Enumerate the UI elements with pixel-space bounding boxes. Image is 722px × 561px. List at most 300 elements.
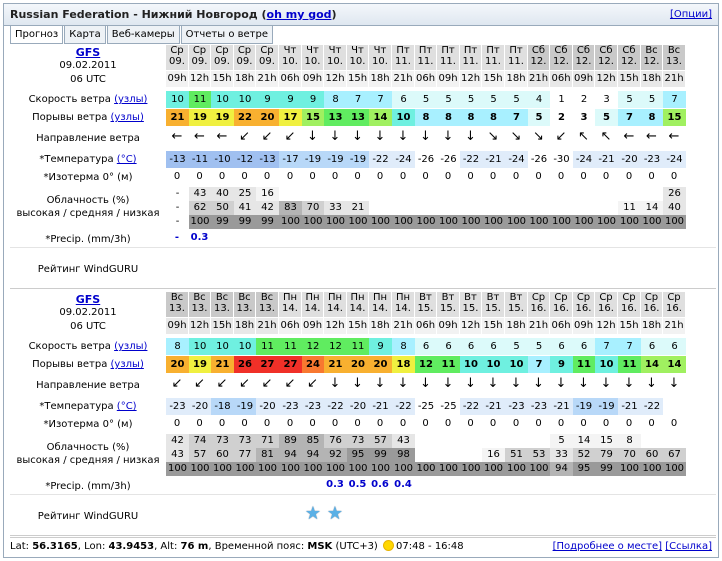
temperature-cell: -19 xyxy=(573,398,595,415)
isotherm-cell: 0 xyxy=(354,418,361,429)
day-name: Сб xyxy=(531,45,546,56)
cloud-cell xyxy=(482,187,505,201)
cloud-cell: 94 xyxy=(550,462,573,476)
cloud-cell xyxy=(415,187,437,201)
temperature-cell: -21 xyxy=(595,151,618,168)
wind-direction-arrow: ↓ xyxy=(374,376,386,391)
cloud-cell: - xyxy=(166,187,189,201)
wind-gust-cell: 11 xyxy=(437,356,460,373)
day-header xyxy=(324,292,346,317)
wind-direction-arrow: ↓ xyxy=(623,376,635,391)
cloud-cell: 100 xyxy=(370,463,391,474)
cloud-cell xyxy=(415,448,437,462)
isotherm-cell: 0 xyxy=(331,171,339,182)
wind-speed-cell: 3 xyxy=(595,91,618,108)
precip-cell xyxy=(279,231,301,245)
day-header xyxy=(618,45,640,70)
altitude: Alt: 76 m xyxy=(160,541,209,552)
row-separator xyxy=(10,494,716,495)
hour-cell: 06h xyxy=(550,71,572,87)
wind-speed-cell: 11 xyxy=(189,91,211,108)
wind-speed-cell: 6 xyxy=(482,338,505,355)
hour-cell: 09h xyxy=(302,318,323,334)
units-link[interactable]: (°C) xyxy=(116,154,137,165)
precip-cell xyxy=(347,231,368,245)
day-date: 13. xyxy=(169,303,185,314)
rating-star-icon: ★ xyxy=(304,505,322,524)
temperature-cell: -24 xyxy=(573,151,595,168)
isotherm-cell: 0 xyxy=(535,171,542,182)
units-link[interactable]: (°C) xyxy=(116,401,137,412)
wind-gust-cell: 10 xyxy=(505,356,528,373)
label-direction: Направление ветра xyxy=(36,380,140,391)
cloud-cell: 100 xyxy=(212,463,233,474)
day-name: Ср xyxy=(170,45,184,56)
wind-gust-cell: 13 xyxy=(347,109,369,126)
precip-cell xyxy=(595,478,617,492)
precip-cell xyxy=(211,231,233,245)
tab-webcams[interactable]: Веб-камеры xyxy=(107,26,180,44)
cloud-cell xyxy=(392,187,415,201)
temperature-cell: -10 xyxy=(211,151,234,168)
day-name: Пн xyxy=(395,292,411,303)
day-date: 15. xyxy=(508,303,524,314)
cloud-cell: 100 xyxy=(257,463,278,474)
isotherm-cell: 0 xyxy=(602,171,610,182)
day-header xyxy=(415,292,436,317)
cloud-cell: 100 xyxy=(596,216,617,227)
hour-cell: 12h xyxy=(460,318,481,334)
cloud-cell: 70 xyxy=(302,201,324,215)
isotherm-cell: 0 xyxy=(670,171,678,182)
cloud-cell: 100 xyxy=(642,216,662,227)
cloud-cell xyxy=(641,187,663,201)
cloud-cell: 100 xyxy=(483,216,504,227)
tab-forecast[interactable]: Прогноз xyxy=(10,26,63,44)
permalink[interactable]: [Ссылка] xyxy=(665,541,712,552)
day-name: Вс xyxy=(667,45,681,56)
units-link[interactable]: (узлы) xyxy=(110,359,144,370)
hour-cell: 12h xyxy=(460,71,481,87)
wind-direction-arrow: ↘ xyxy=(487,129,499,144)
cloud-cell: 100 xyxy=(529,216,549,227)
temperature-cell: -13 xyxy=(256,151,279,168)
precip-cell xyxy=(482,478,504,492)
row-label xyxy=(10,293,166,307)
forecast-panel xyxy=(3,3,719,558)
wind-gust-cell: 12 xyxy=(415,356,437,373)
temperature-cell: -25 xyxy=(437,398,460,415)
wind-speed-cell: 8 xyxy=(392,338,415,355)
cloud-cell: 57 xyxy=(189,448,211,462)
cloud-cell: 43 xyxy=(189,187,211,201)
hour-cell: 15h xyxy=(347,71,368,87)
cloud-cell: 73 xyxy=(211,434,234,448)
cloud-cell xyxy=(641,434,663,448)
wind-direction-arrow: ↙ xyxy=(239,376,250,391)
wind-gust-cell: 10 xyxy=(392,109,415,126)
precip-cell xyxy=(256,231,278,245)
cloud-cell: 52 xyxy=(573,448,595,462)
cloud-cell xyxy=(550,201,573,215)
options-link[interactable]: [Опции] xyxy=(669,9,712,20)
wind-gust-cell: 20 xyxy=(256,109,279,126)
cloud-cell: 26 xyxy=(663,187,686,201)
wind-speed-cell: 7 xyxy=(595,338,618,355)
wind-speed-cell: 2 xyxy=(573,91,595,108)
cloud-cell: 100 xyxy=(619,216,640,227)
hour-cell: 21h xyxy=(392,71,414,87)
cloud-cell: 79 xyxy=(595,448,618,462)
cloud-cell: 73 xyxy=(347,434,369,448)
cloud-cell: 85 xyxy=(302,434,324,448)
wind-gust-cell: 19 xyxy=(189,356,211,373)
day-header xyxy=(234,292,255,317)
day-header xyxy=(347,292,368,317)
day-header xyxy=(256,292,278,317)
model-link[interactable]: GFS xyxy=(75,46,101,59)
day-date: 16. xyxy=(643,303,660,314)
wind-gust-cell: 21 xyxy=(211,356,234,373)
hour-cell: 15h xyxy=(482,318,504,334)
cloud-cell: 89 xyxy=(279,434,302,448)
cloud-cell: 100 xyxy=(461,463,481,474)
hour-cell: 12h xyxy=(189,318,210,334)
cloud-cell: 71 xyxy=(256,434,279,448)
timezone: Временной пояс: MSK (UTC+3) xyxy=(214,541,378,552)
wind-speed-cell: 7 xyxy=(663,91,686,108)
sunrise-sunset: 07:48 - 16:48 xyxy=(396,541,464,552)
cloud-cell: 99 xyxy=(595,462,618,476)
cloud-cell: 16 xyxy=(256,187,279,201)
day-name: Вс xyxy=(170,292,184,303)
wind-speed-cell: 5 xyxy=(460,91,482,108)
cloud-cell xyxy=(595,187,618,201)
day-header xyxy=(392,45,414,70)
wind-gust-cell: 8 xyxy=(641,109,663,126)
precip-cell xyxy=(550,478,572,492)
day-name: Сб xyxy=(599,45,613,56)
label-isotherm: *Изотерма 0° (м) xyxy=(43,172,133,183)
footer: Lat: 56.3165, Lon: 43.9453, Alt: 76 m, Временной пояс: MSK (UTC+3) 07:48 - 16:48 [Подробнее о месте] [Ссылка] xyxy=(10,537,716,555)
tab-map[interactable]: Карта xyxy=(64,26,106,44)
wind-gust-cell: 10 xyxy=(595,356,618,373)
wind-gust-cell: 15 xyxy=(302,109,324,126)
day-date: 10. xyxy=(327,56,343,67)
wind-speed-cell: 5 xyxy=(505,91,528,108)
day-name: Вс xyxy=(260,292,274,303)
isotherm-cell: 0 xyxy=(670,418,678,429)
wind-direction-arrow: ↘ xyxy=(533,129,544,144)
wind-speed-cell: 6 xyxy=(641,338,663,355)
hour-cell: 18h xyxy=(369,71,391,87)
row-label: Порывы ветра (узлы) xyxy=(32,359,144,370)
day-header xyxy=(279,292,301,317)
wind-speed-cell: 11 xyxy=(256,338,279,355)
row-label: *Температура (°C) xyxy=(39,154,137,165)
cloud-cell: 100 xyxy=(416,463,436,474)
day-name: Сб xyxy=(576,45,591,56)
isotherm-cell: 0 xyxy=(173,418,181,429)
day-header xyxy=(482,292,504,317)
spot-link[interactable]: oh my god xyxy=(266,8,332,21)
precip-cell xyxy=(166,478,188,492)
wind-speed-cell: 7 xyxy=(347,91,369,108)
day-name: Пн xyxy=(327,292,343,303)
day-header xyxy=(663,292,685,317)
wind-gust-cell: 24 xyxy=(302,356,324,373)
hour-cell: 09h xyxy=(437,71,459,87)
day-header xyxy=(505,45,527,70)
units-link[interactable]: (узлы) xyxy=(114,341,148,352)
wind-direction-arrow: ↓ xyxy=(420,129,431,144)
day-date: 16. xyxy=(598,303,614,314)
temperature-cell: -24 xyxy=(392,151,415,168)
cloud-cell: 77 xyxy=(234,448,256,462)
wind-gust-cell: 10 xyxy=(460,356,482,373)
isotherm-cell: 0 xyxy=(399,171,407,182)
wind-speed-cell: 11 xyxy=(279,338,302,355)
hour-cell: 06h xyxy=(550,318,572,334)
wind-gust-cell: 3 xyxy=(573,109,595,126)
init-time: 06 UTC xyxy=(70,74,106,85)
day-name: Вт xyxy=(464,292,477,303)
cloud-cell xyxy=(528,201,550,215)
hour-cell: 09h xyxy=(437,318,459,334)
day-name: Пн xyxy=(305,292,320,303)
day-date: 14. xyxy=(327,303,343,314)
cloud-cell: 43 xyxy=(392,434,415,448)
cloud-cell: 100 xyxy=(642,463,662,474)
hour-cell: 21h xyxy=(256,71,278,87)
temperature-cell: -19 xyxy=(595,398,618,415)
temperature-cell: -13 xyxy=(166,151,189,168)
precip-cell xyxy=(528,231,549,245)
day-date: 16. xyxy=(553,303,569,314)
temperature-cell: -25 xyxy=(415,398,437,415)
day-name: Пт xyxy=(509,45,523,56)
wind-gust-cell: 8 xyxy=(437,109,460,126)
wind-gust-cell: 5 xyxy=(528,109,550,126)
cloud-cell: 100 xyxy=(348,463,368,474)
wind-gust-cell: 11 xyxy=(573,356,595,373)
isotherm-cell: 0 xyxy=(241,171,248,182)
sun-icon xyxy=(383,540,394,551)
temperature-cell: -24 xyxy=(663,151,686,168)
cloud-cell: 100 xyxy=(280,463,301,474)
precip-cell xyxy=(369,231,391,245)
temperature-cell: -23 xyxy=(641,151,663,168)
hour-cell: 15h xyxy=(211,71,233,87)
day-name: Чт xyxy=(306,45,319,56)
wind-direction-arrow: ↙ xyxy=(216,376,228,391)
precip-cell xyxy=(618,231,640,245)
day-name: Ср xyxy=(576,292,591,303)
cloud-cell: 100 xyxy=(348,216,368,227)
wind-gust-cell: 22 xyxy=(234,109,256,126)
precip-cell xyxy=(279,478,301,492)
temperature-cell: -21 xyxy=(550,398,573,415)
day-date: 16. xyxy=(530,303,547,314)
more-about-place-link[interactable]: [Подробнее о месте] xyxy=(552,541,663,552)
block-separator xyxy=(10,288,716,289)
cloud-cell xyxy=(324,187,347,201)
cloud-cell: 100 xyxy=(325,216,346,227)
cloud-cell: 11 xyxy=(618,201,641,215)
label-precip: *Precip. (mm/3h) xyxy=(45,234,131,245)
cloud-cell xyxy=(595,201,618,215)
wind-speed-cell: 11 xyxy=(347,338,369,355)
isotherm-cell: 0 xyxy=(580,171,587,182)
day-date: 15. xyxy=(485,303,501,314)
wind-speed-cell: 9 xyxy=(369,338,392,355)
hour-cell: 15h xyxy=(211,318,233,334)
wind-gust-cell: 20 xyxy=(347,356,369,373)
model-link[interactable]: GFS xyxy=(75,293,101,306)
cloud-cell: 60 xyxy=(211,448,234,462)
day-date: 14. xyxy=(372,303,388,314)
cloud-cell: 100 xyxy=(506,216,527,227)
precip-cell xyxy=(618,478,640,492)
forecast-table-2 xyxy=(10,291,716,537)
isotherm-cell: 0 xyxy=(422,418,429,429)
wind-direction-arrow: ↙ xyxy=(171,376,183,391)
wind-speed-cell: 7 xyxy=(618,338,641,355)
wind-gust-cell: 7 xyxy=(618,109,641,126)
wind-direction-arrow: ↓ xyxy=(600,376,612,391)
day-header xyxy=(302,292,323,317)
day-name: Ср xyxy=(531,292,546,303)
temperature-cell: -23 xyxy=(166,398,189,415)
isotherm-cell: 0 xyxy=(331,418,339,429)
wind-speed-cell: 6 xyxy=(460,338,482,355)
hour-cell: 21h xyxy=(392,318,414,334)
day-name: Вс xyxy=(193,292,206,303)
wind-direction-arrow: ↓ xyxy=(442,129,454,144)
day-date: 13. xyxy=(236,303,253,314)
wind-speed-cell: 6 xyxy=(550,338,573,355)
precip-cell: 0.4 xyxy=(394,479,412,490)
day-name: Вс xyxy=(215,292,229,303)
day-name: Чт xyxy=(351,45,364,56)
hour-cell: 15h xyxy=(618,71,640,87)
temperature-cell: -22 xyxy=(324,398,347,415)
isotherm-cell: 0 xyxy=(286,171,294,182)
isotherm-cell: 0 xyxy=(512,171,520,182)
day-date: 15. xyxy=(417,303,434,314)
cloud-cell xyxy=(663,434,686,448)
hour-cell: 09h xyxy=(166,318,188,334)
wind-speed-cell: 6 xyxy=(663,338,686,355)
temperature-cell: -19 xyxy=(234,398,256,415)
day-header xyxy=(550,292,572,317)
temperature-cell: -22 xyxy=(392,398,415,415)
wind-direction-arrow: ↙ xyxy=(261,376,273,391)
precip-cell xyxy=(211,478,233,492)
precip-cell xyxy=(324,231,346,245)
cloud-cell: 100 xyxy=(190,216,210,227)
day-name: Вт xyxy=(441,292,455,303)
day-name: Ср xyxy=(192,45,207,56)
isotherm-cell: 0 xyxy=(467,171,474,182)
day-date: 11. xyxy=(462,56,479,67)
isotherm-cell: 0 xyxy=(196,418,203,429)
precip-cell: 0.3 xyxy=(326,479,344,490)
day-name: Ср xyxy=(237,45,252,56)
spot-title: Russian Federation - Нижний Новгород (oh my god) xyxy=(10,8,337,21)
day-date: 13. xyxy=(214,303,230,314)
precip-cell xyxy=(302,231,323,245)
precip-cell xyxy=(256,478,278,492)
cloud-cell: 43 xyxy=(166,448,189,462)
cloud-cell: 57 xyxy=(369,434,392,448)
cloud-cell xyxy=(482,201,505,215)
cloud-cell xyxy=(392,201,415,215)
cloud-cell: 40 xyxy=(211,187,234,201)
units-link[interactable]: (узлы) xyxy=(114,94,148,105)
cloud-cell: 100 xyxy=(393,463,414,474)
wind-speed-cell: 5 xyxy=(528,338,550,355)
isotherm-cell: 0 xyxy=(422,171,429,182)
units-link[interactable]: (узлы) xyxy=(110,112,144,123)
temperature-cell: -30 xyxy=(550,151,573,168)
tab-wind-reports[interactable]: Отчеты о ветре xyxy=(181,26,273,44)
day-date: 15. xyxy=(440,303,456,314)
wind-gust-cell: 18 xyxy=(392,356,415,373)
day-header xyxy=(437,292,459,317)
cloud-cell: 100 xyxy=(167,463,188,474)
day-header xyxy=(663,45,685,70)
day-name: Пт xyxy=(396,45,410,56)
day-date: 12. xyxy=(575,56,592,67)
wind-direction-arrow: ↓ xyxy=(329,129,341,144)
wind-direction-arrow: ↓ xyxy=(668,376,680,391)
wind-speed-cell: 7 xyxy=(369,91,392,108)
day-header xyxy=(482,45,504,70)
precip-cell: 0.3 xyxy=(190,232,209,243)
cloud-cell xyxy=(279,187,302,201)
isotherm-cell: 0 xyxy=(557,171,565,182)
wind-speed-cell: 10 xyxy=(234,338,256,355)
precip-cell xyxy=(482,231,504,245)
cloud-cell xyxy=(437,187,460,201)
wind-direction-arrow: ↓ xyxy=(533,376,544,391)
row-separator xyxy=(10,247,716,248)
precip-cell xyxy=(550,231,572,245)
cloud-cell: 100 xyxy=(506,463,527,474)
wind-speed-cell: 6 xyxy=(573,338,595,355)
day-name: Пт xyxy=(463,45,478,56)
cloud-cell: 99 xyxy=(369,448,392,462)
hour-cell: 12h xyxy=(189,71,210,87)
day-header xyxy=(392,292,414,317)
wind-direction-arrow: ↓ xyxy=(352,376,363,391)
wind-gust-cell: 10 xyxy=(482,356,505,373)
day-date: 15. xyxy=(462,303,479,314)
hour-cell: 18h xyxy=(234,71,255,87)
wind-speed-cell: 5 xyxy=(618,91,641,108)
cloud-cell: 8 xyxy=(618,434,641,448)
wind-speed-cell: 6 xyxy=(392,91,415,108)
cloud-cell xyxy=(415,201,437,215)
day-header xyxy=(573,292,594,317)
day-date: 14. xyxy=(349,303,366,314)
isotherm-cell: 0 xyxy=(625,171,633,182)
cloud-cell xyxy=(369,187,392,201)
cloud-cell: 70 xyxy=(618,448,641,462)
day-header xyxy=(256,45,278,70)
day-date: 10. xyxy=(304,56,321,67)
